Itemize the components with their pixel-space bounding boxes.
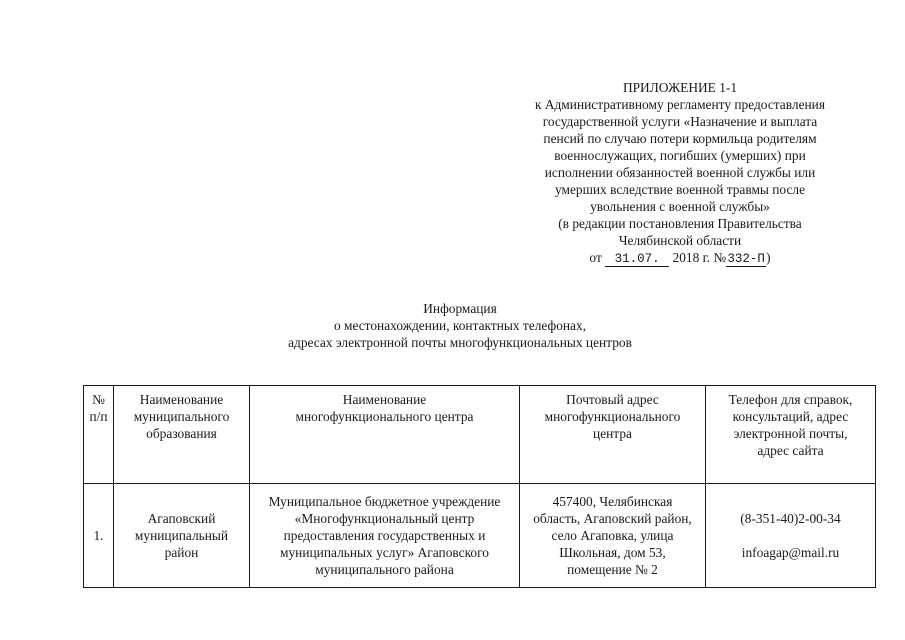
header-address <box>520 386 706 484</box>
header-text: муниципального <box>133 409 230 424</box>
header-text: электронной почты, <box>733 426 848 441</box>
info-title-block <box>220 300 700 351</box>
table-row <box>84 484 876 588</box>
info-subtitle: адресах электронной почты многофункциональных центров <box>288 335 632 350</box>
header-text: многофункционального <box>544 409 681 424</box>
header-text: консультаций, адрес <box>732 409 849 424</box>
header-text: адрес сайта <box>757 443 824 458</box>
appendix-line: Челябинской области <box>618 233 742 248</box>
date-prefix: от <box>589 250 602 265</box>
header-text: Наименование <box>139 392 224 407</box>
appendix-heading: ПРИЛОЖЕНИЕ 1-1 <box>622 80 738 95</box>
date-year: 2018 г. № <box>672 250 727 265</box>
appendix-line: умерших вследствие военной травмы после <box>554 182 806 197</box>
cell-municipality <box>114 484 250 588</box>
municipality-text: район <box>164 545 199 560</box>
cell-num <box>84 484 114 588</box>
header-municipality <box>114 386 250 484</box>
address-text: 457400, Челябинская <box>552 494 673 509</box>
header-text: образования <box>146 426 217 441</box>
doc-number: 332-П <box>727 252 765 266</box>
header-text: № <box>92 392 105 407</box>
row-number: 1. <box>93 528 104 543</box>
center-text: Муниципальное бюджетное учреждение <box>268 494 501 509</box>
info-subtitle: о местонахождении, контактных телефонах, <box>333 318 587 333</box>
center-text: «Многофункциональный центр <box>294 511 475 526</box>
date-day: 31.07. <box>605 253 669 267</box>
spacer <box>706 527 875 544</box>
email-text: infoagap@mail.ru <box>741 545 840 560</box>
cell-contacts <box>706 484 876 588</box>
address-text: Школьная, дом 53, <box>559 545 666 560</box>
table-header-row <box>84 386 876 484</box>
municipality-text: муниципальный <box>134 528 229 543</box>
date-suffix: ) <box>766 250 771 265</box>
municipality-text: Агаповский <box>147 511 216 526</box>
header-text: центра <box>593 426 632 441</box>
mfc-table <box>83 385 876 588</box>
appendix-line: государственной услуги «Назначение и выплата <box>542 114 818 129</box>
cell-center <box>250 484 520 588</box>
appendix-line: увольнения с военной службы» <box>590 199 770 214</box>
appendix-line: военнослужащих, погибших (умерших) при <box>554 148 806 163</box>
appendix-line: к Административному регламенту предоставления <box>534 97 826 112</box>
center-text: муниципального района <box>315 562 454 577</box>
appendix-date-line <box>505 249 855 267</box>
header-text: п/п <box>89 409 108 424</box>
center-text: муниципальных услуг» Агаповского <box>280 545 489 560</box>
phone-text: (8-351-40)2-00-34 <box>740 511 841 526</box>
header-text: Почтовый адрес <box>566 392 659 407</box>
appendix-line: исполнении обязанностей военной службы или <box>544 165 816 180</box>
address-text: село Агаповка, улица <box>551 528 674 543</box>
appendix-line: (в редакции постановления Правительства <box>558 216 802 231</box>
header-text: Наименование <box>342 392 427 407</box>
header-text: многофункционального центра <box>295 409 474 424</box>
appendix-line: пенсий по случаю потери кормильца родителям <box>543 131 817 146</box>
header-text: Телефон для справок, <box>728 392 853 407</box>
address-text: помещение № 2 <box>567 562 658 577</box>
center-text: предоставления государственных и <box>283 528 486 543</box>
appendix-block <box>505 79 855 267</box>
header-center <box>250 386 520 484</box>
header-num <box>84 386 114 484</box>
info-title: Информация <box>423 301 497 316</box>
address-text: область, Агаповский район, <box>533 511 692 526</box>
cell-address <box>520 484 706 588</box>
header-contacts <box>706 386 876 484</box>
